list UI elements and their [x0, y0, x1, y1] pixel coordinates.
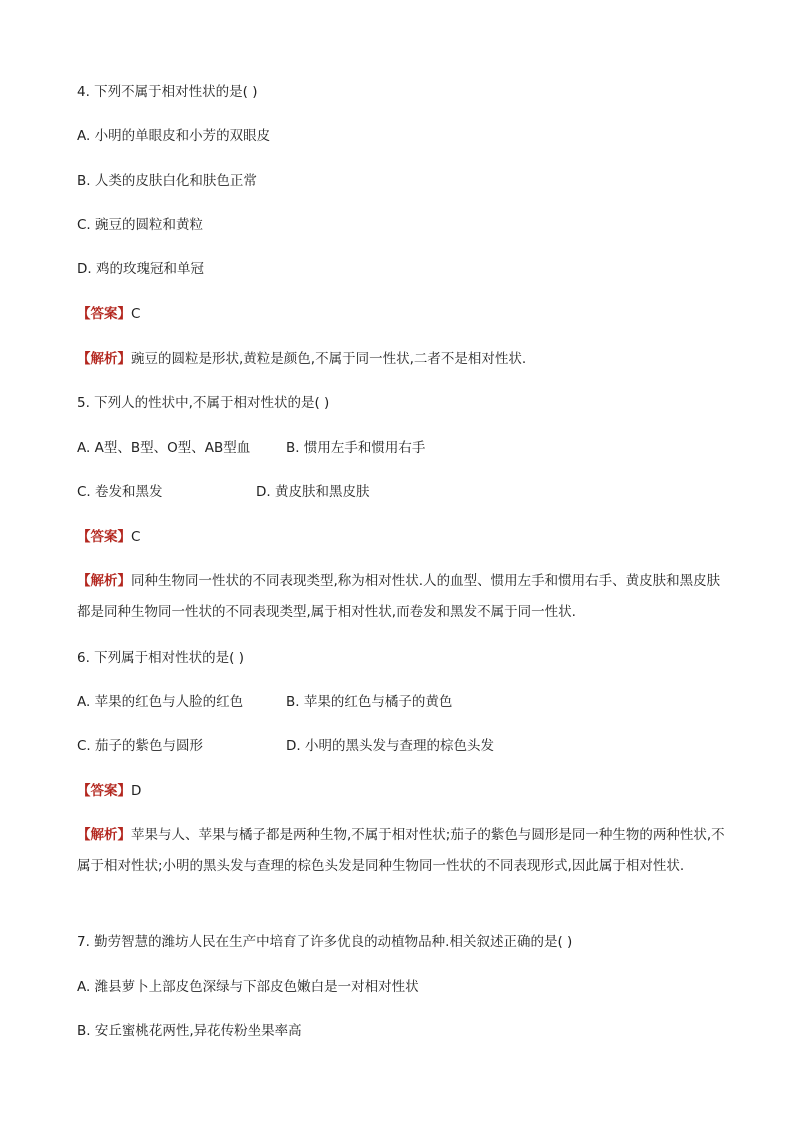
analysis-tag: 【解析】 [77, 351, 131, 367]
question-6-option-c: C. 茄子的紫色与圆形 [77, 738, 204, 754]
question-4-stem: 4. 下列不属于相对性状的是( ) [77, 84, 258, 100]
question-5-answer [77, 528, 140, 546]
answer-value: C [131, 306, 141, 322]
question-6-answer [77, 782, 141, 800]
answer-tag: 【答案】 [77, 783, 131, 799]
question-6-option-b: B. 苹果的红色与橘子的黄色 [286, 694, 453, 710]
analysis-tag: 【解析】 [77, 573, 131, 589]
answer-tag: 【答案】 [77, 529, 131, 545]
question-4-option-c: C. 豌豆的圆粒和黄粒 [77, 217, 204, 233]
question-4-analysis [77, 350, 526, 368]
question-4-option-a: A. 小明的单眼皮和小芳的双眼皮 [77, 128, 271, 144]
question-6-stem: 6. 下列属于相对性状的是( ) [77, 650, 244, 666]
question-4-answer [77, 305, 140, 323]
answer-value: C [131, 529, 141, 545]
answer-value: D [131, 783, 142, 799]
question-6-option-a: A. 苹果的红色与人脸的红色 [77, 694, 244, 710]
question-6-analysis [77, 820, 727, 882]
analysis-text: 豌豆的圆粒是形状,黄粒是颜色,不属于同一性状,二者不是相对性状. [131, 351, 527, 367]
analysis-text: 同种生物同一性状的不同表现类型,称为相对性状.人的血型、惯用左手和惯用右手、黄皮肤和黑皮肤都是同种生物同一性状的不同表现类型,属于相对性状,而卷发和黑发不属于同一性状. [77, 573, 721, 620]
question-4-option-d: D. 鸡的玫瑰冠和单冠 [77, 261, 204, 277]
question-5-analysis [77, 566, 727, 628]
question-5-option-b: B. 惯用左手和惯用右手 [286, 440, 426, 456]
question-5-option-c: C. 卷发和黑发 [77, 484, 163, 500]
question-4-option-b: B. 人类的皮肤白化和肤色正常 [77, 173, 257, 189]
question-5-stem: 5. 下列人的性状中,不属于相对性状的是( ) [77, 395, 330, 411]
analysis-text: 苹果与人、苹果与橘子都是两种生物,不属于相对性状;茄子的紫色与圆形是同一种生物的两种性状,不属于相对性状;小明的黑头发与查理的棕色头发是同种生物同一性状的不同表现形式,因此属于相对性状. [77, 827, 725, 874]
question-7-option-b: B. 安丘蜜桃花两性,异花传粉坐果率高 [77, 1023, 302, 1039]
question-7-option-a: A. 潍县萝卜上部皮色深绿与下部皮色嫩白是一对相对性状 [77, 979, 419, 995]
answer-tag: 【答案】 [77, 306, 131, 322]
question-7-stem: 7. 勤劳智慧的潍坊人民在生产中培育了许多优良的动植物品种.相关叙述正确的是( ) [77, 934, 573, 950]
analysis-tag: 【解析】 [77, 827, 131, 843]
question-6-option-d: D. 小明的黑头发与查理的棕色头发 [286, 738, 494, 754]
question-5-option-d: D. 黄皮肤和黑皮肤 [256, 484, 370, 500]
question-5-option-a: A. A型、B型、O型、AB型血 [77, 440, 251, 456]
